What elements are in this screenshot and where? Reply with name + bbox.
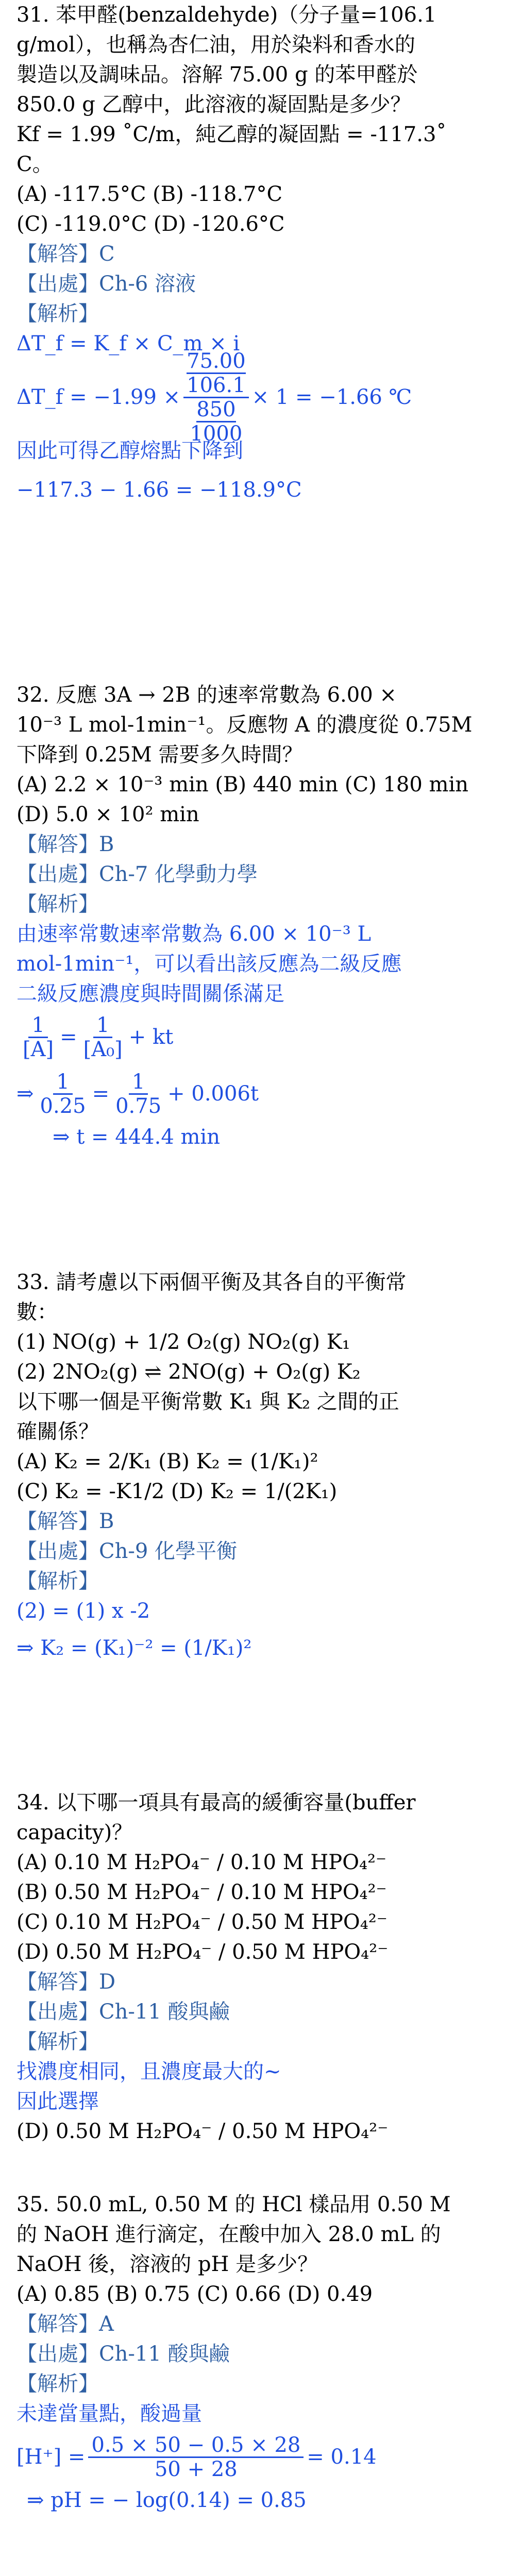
q31-eq2-num-2: 106.1 [187,373,246,397]
q32-eq2-frac-a [37,1071,89,1117]
q32-eq2-prefix: ⇒ [16,1082,34,1106]
q34-exp-line-2: 因此選擇 [16,2090,99,2113]
q32-line-5: (D) 5.0 × 10² min [16,803,199,826]
q33-answer: 【解答】B [16,1510,114,1533]
q33-exp-line-1: (2) = (1) x -2 [16,1599,150,1623]
q31-line-4: 850.0 g 乙醇中，此溶液的凝固點是多少？ [16,93,411,116]
q31-answer: 【解答】C [16,242,115,266]
q33-line-4: (2) 2NO₂(g) ⇌ 2NO(g) + O₂(g) K₂ [16,1360,361,1384]
q31-eq2-den-2: 1000 [190,421,243,446]
q31-explanation-label: 【解析】 [16,302,99,326]
q32-eq1-lhs-num: 1 [28,1014,47,1038]
q35-line-3: NaOH 後，溶液的 pH 是多少？ [16,2252,318,2276]
q35-line-1: 35. 50.0 mL, 0.50 M 的 HCl 樣品用 0.50 M [16,2193,451,2216]
q35-eq1-num: 0.5 × 50 − 0.5 × 28 [88,2434,304,2458]
q34-option-b: (B) 0.50 M H₂PO₄⁻ / 0.10 M HPO₄²⁻ [16,1880,387,1904]
q32-exp-line-3: 二級反應濃度與時間關係滿足 [16,982,284,1006]
q31-equation-1: ΔT_f = K_f × C_m × i [16,332,240,355]
q35-eq1-prefix: [H⁺] = [16,2445,86,2469]
q34-exp-line-3: (D) 0.50 M H₂PO₄⁻ / 0.50 M HPO₄²⁻ [16,2120,389,2143]
question-31 [16,0,495,505]
q35-answer: 【解答】A [16,2312,114,2336]
q35-line-4: (A) 0.85 (B) 0.75 (C) 0.66 (D) 0.49 [16,2282,373,2306]
q34-option-a: (A) 0.10 M H₂PO₄⁻ / 0.10 M HPO₄²⁻ [16,1851,387,1874]
q31-line-1: 31. 苯甲醛(benzaldehyde)（分子量=106.1 [16,3,437,27]
q31-line-3: 製造以及調味品。溶解 75.00 g 的苯甲醛於 [16,63,418,87]
q31-line-5: Kf = 1.99 ˚C/m，純乙醇的凝固點 = -117.3˚ [16,123,447,146]
q32-eq2-suffix: + 0.006t [167,1082,259,1106]
q33-line-2: 數： [16,1300,58,1324]
q32-eq2-b-den: 0.75 [115,1094,162,1118]
q32-eq2-a-den: 0.25 [40,1094,86,1118]
q35-eq1-suffix: = 0.14 [307,2445,377,2469]
q31-eq2-fraction [183,350,249,445]
q33-line-1: 33. 請考慮以下兩個平衡及其各自的平衡常 [16,1270,407,1294]
q33-source: 【出處】Ch-9 化學平衡 [16,1539,238,1563]
q34-option-c: (C) 0.10 M H₂PO₄⁻ / 0.50 M HPO₄²⁻ [16,1910,388,1934]
q33-equation-1: ⇒ K₂ = (K₁)⁻² = (1/K₁)² [16,1636,252,1660]
q34-exp-line-1: 找濃度相同，且濃度最大的~ [16,2060,281,2083]
q34-line-2: capacity)？ [16,1821,133,1844]
q32-eq1-rhs-num: 1 [93,1014,112,1038]
q32-line-1: 32. 反應 3A → 2B 的速率常數為 6.00 × [16,683,397,707]
q32-line-4: (A) 2.2 × 10⁻³ min (B) 440 min (C) 180 min [16,773,468,796]
q31-line-6: C。 [16,152,53,176]
q33-explanation-label: 【解析】 [16,1569,99,1593]
q31-eq2-suffix: × 1 = −1.66 ℃ [251,385,412,409]
q31-eq2-prefix: ΔT_f = −1.99 × [16,385,181,409]
q32-answer: 【解答】B [16,833,114,856]
q33-line-5: 以下哪一個是平衡常數 K₁ 與 K₂ 之間的正 [16,1390,399,1414]
q34-option-d: (D) 0.50 M H₂PO₄⁻ / 0.50 M HPO₄²⁻ [16,1940,389,1964]
q31-line-2: g/mol），也稱為杏仁油，用於染料和香水的 [16,33,415,57]
q34-answer: 【解答】D [16,1970,116,1994]
q32-source: 【出處】Ch-7 化學動力學 [16,862,258,886]
q35-line-2: 的 NaOH 進行滴定，在酸中加入 28.0 mL 的 [16,2223,441,2246]
q32-explanation-label: 【解析】 [16,892,99,916]
question-32 [16,680,495,1152]
q35-equation-1 [16,2429,495,2485]
q32-exp-line-2: mol-1min⁻¹，可以看出該反應為二級反應 [16,952,402,976]
q34-explanation-label: 【解析】 [16,2030,99,2054]
q32-eq2-a-num: 1 [53,1071,72,1095]
q32-eq2-b-num: 1 [129,1071,148,1095]
q34-line-1: 34. 以下哪一項具有最高的緩衝容量(buffer [16,1791,416,1815]
q32-line-3: 下降到 0.25M 需要多久時間？ [16,743,303,767]
q31-options-1: (A) -117.5°C (B) -118.7°C [16,182,283,206]
question-35 [16,2190,495,2515]
q31-result: −117.3 − 1.66 = −118.9°C [16,478,302,502]
q35-eq1-den: 50 + 28 [154,2457,238,2481]
q32-eq2-frac-b [112,1071,164,1117]
q32-exp-line-1: 由速率常數速率常數為 6.00 × 10⁻³ L [16,922,372,946]
q32-eq1-rhs-den: [A₀] [83,1037,123,1061]
q31-eq2-num-1: 75.00 [187,349,246,373]
q32-equation-2 [16,1065,495,1122]
question-34 [16,1788,495,2146]
q35-explanation-label: 【解析】 [16,2372,99,2396]
q32-eq1-rhs [80,1014,126,1061]
q31-equation-2 [16,349,495,446]
q34-source: 【出處】Ch-11 酸與鹼 [16,2000,230,2024]
q32-eq1-lhs [20,1014,57,1061]
q35-exp-line-1: 未達當量點，酸過量 [16,2402,202,2426]
q32-eq1-lhs-den: [A] [23,1037,54,1061]
q31-eq2-den-1: 850 [196,397,236,421]
q32-equation-1 [16,1009,495,1065]
q32-eq2-equals: = [92,1082,110,1106]
question-33 [16,1267,495,1663]
q33-line-6: 確關係？ [16,1420,99,1444]
q35-eq1-fraction [88,2434,304,2481]
q32-equation-3: ⇒ t = 444.4 min [53,1125,220,1149]
q31-source: 【出處】Ch-6 溶液 [16,272,196,296]
q35-equation-2: ⇒ pH = − log(0.14) = 0.85 [27,2488,307,2512]
q35-source: 【出處】Ch-11 酸與鹼 [16,2342,230,2366]
q31-conclusion: 因此可得乙醇熔點下降到 [16,439,243,463]
q32-eq1-equals: = [60,1025,77,1049]
q33-options-1: (A) K₂ = 2/K₁ (B) K₂ = (1/K₁)² [16,1450,318,1473]
q32-eq1-suffix: + kt [128,1025,174,1049]
q32-line-2: 10⁻³ L mol-1min⁻¹。反應物 A 的濃度從 0.75M [16,713,473,737]
q33-options-2: (C) K₂ = -K1/2 (D) K₂ = 1/(2K₁) [16,1480,338,1503]
q31-options-2: (C) -119.0°C (D) -120.6°C [16,212,285,236]
q33-line-3: (1) NO(g) + 1/2 O₂(g) NO₂(g) K₁ [16,1330,350,1354]
